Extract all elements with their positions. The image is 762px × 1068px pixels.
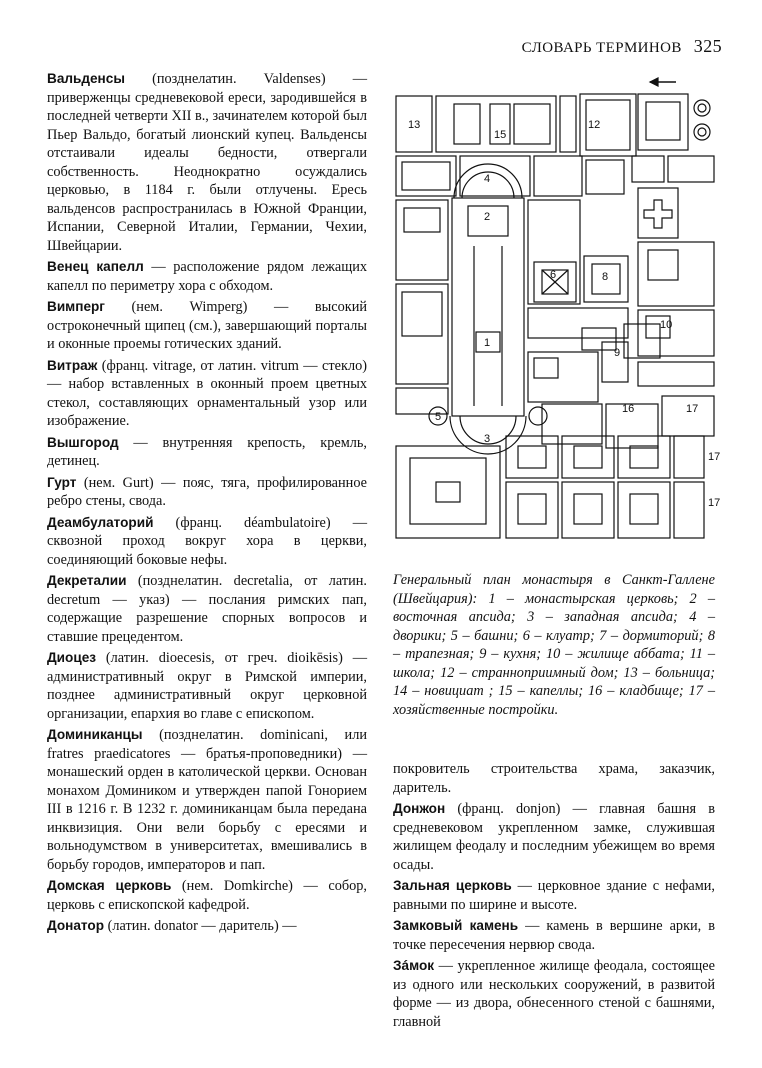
glossary-entry — [47, 649, 367, 723]
monastery-plan-drawing — [392, 66, 720, 542]
entry-definition: — церковное здание с нефами, равными по ширине и высоте. — [393, 878, 715, 913]
plan-label: 17 — [686, 403, 699, 415]
entry-term: Зальная церковь — [393, 878, 512, 893]
entry-definition: (франц. vitrage, от латин. vitrum — стекло) — набор вставленных в оконный проем цветных стекол, составляющих орнаментальный узор или изображение. — [47, 357, 367, 429]
entry-definition: (нем. Domkirche) — собор, церковь с епископской кафедрой. — [47, 878, 367, 913]
entry-definition: (позднелатин. dominicani, или fratres praedicatores — братья-проповедники) — монашеский орден в католической церкви. Основан монахом Домиником и утвержден папой Гонорием III в 1216 г. В 1232 г. доминиканцам была передана инквизиция. Они вели борьбу с ересями и вольнодумством в университетах, вмешивались в борьбу городов, императоров и пап. — [47, 727, 367, 873]
entry-definition: (франц. donjon) — главная башня в средневековом укрепленном замке, служившая жилищем феодалу и последним убежищем во время осады. — [393, 801, 715, 873]
entry-definition: (латин. dioecesis, от греч. dioikēsis) — административный округ в Римской империи, позднее административный округ церковной организации, епархия во главе с епископом. — [47, 650, 367, 722]
entry-term: Вальденсы — [47, 71, 125, 86]
glossary-entry — [47, 474, 367, 511]
glossary-entry — [47, 917, 367, 936]
left-column — [47, 70, 367, 939]
entry-definition: (нем. Gurt) — пояс, тяга, профилированное ребро стены, свода. — [47, 474, 367, 509]
glossary-entry — [393, 917, 715, 954]
glossary-entry — [47, 298, 367, 354]
entry-definition: (латин. donator — даритель) — — [104, 918, 297, 934]
entry-definition: — внутренняя крепость, кремль, детинец. — [47, 434, 367, 469]
plan-label: 9 — [614, 347, 621, 359]
entry-term: Витраж — [47, 357, 98, 373]
running-header — [40, 36, 722, 57]
entry-term: Декреталии — [47, 573, 127, 588]
running-title: СЛОВАРЬ ТЕРМИНОВ — [521, 40, 682, 56]
glossary-entry — [47, 726, 367, 874]
entry-definition: — укрепленное жилище феодала, состоящее из одного или нескольких сооружений, в развитой форме — из двора, обнесенного стеной с башнями, главной — [393, 958, 715, 1030]
entry-definition: — расположение рядом лежащих капелл по периметру хора с обходом. — [47, 259, 367, 294]
glossary-entry — [47, 877, 367, 914]
plan-label: 2 — [484, 211, 491, 223]
entry-term: Донжон — [393, 801, 446, 816]
entry-term: Домская церковь — [47, 878, 172, 893]
church — [452, 198, 524, 416]
glossary-entry — [47, 258, 367, 295]
plan-label: 6 — [550, 269, 557, 281]
glossary-entry — [47, 70, 367, 255]
plan-label: 13 — [408, 119, 421, 131]
entry-term: Вышгород — [47, 434, 119, 450]
entry-definition: (нем. Wimperg) — высокий остроконечный щипец (см.), завершающий порталы и оконные проемы готических зданий. — [47, 299, 367, 352]
entry-term: Замковый камень — [393, 918, 519, 933]
entry-term: Доминиканцы — [47, 727, 143, 742]
plan-label: 17 — [708, 497, 720, 509]
entry-definition: (франц. déambulatoire) — сквозной проход вокруг хора в церкви, соединяющий боковые нефы. — [47, 514, 367, 568]
plan-label: 4 — [484, 173, 491, 185]
entry-definition: — камень в вершине арки, в точке пересечения нервюр свода. — [393, 918, 715, 953]
monastery-plan-figure — [392, 66, 720, 542]
plan-label: 8 — [602, 271, 609, 283]
entry-term: Гурт — [47, 474, 77, 490]
glossary-entry — [47, 514, 367, 570]
entry-definition: (позднелатин. Valdenses) — приверженцы средневековой ереси, зародившейся в последней четверти XII в., зачинателем которой был Пьер Вальдо, богатый лионский купец. Вальденсы отстаивали идеалы бедности, отвергали собственность. Неоднократно осуждались церковью, в 1184 г. были отлучены. Ересь вальденсов распространилась в Южной Франции, Испании, Северной Италии, Германии, Чехии, Швейцарии. — [47, 71, 367, 254]
entry-term: Диоцез — [47, 650, 97, 665]
plan-label: 1 — [484, 337, 491, 349]
plan-label: 16 — [622, 403, 635, 415]
plan-label: 10 — [660, 319, 673, 331]
figure-caption: Генеральный план монастыря в Санкт-Галлене (Швейцария): 1 – монастырская церковь; 2 – восточная апсида; 3 – западная апсида; 4 – дворики; 5 – башни; 6 – клуатр; 7 – дормиторий; 8 – трапезная; 9 – кухня; 10 – жилище аббата; 11 – школа; 12 – странноприимный дом; 13 – больница; 14 – новициат ; 15 – капеллы; 16 – кладбище; 17 – хозяйственные постройки. — [393, 572, 715, 718]
plan-label: 12 — [588, 119, 601, 131]
plan-label: 5 — [435, 411, 442, 423]
plan-label: 17 — [708, 451, 720, 463]
glossary-entry — [47, 572, 367, 646]
glossary-entry — [47, 434, 367, 471]
page-number: 325 — [693, 36, 722, 56]
entry-continuation: покровитель строительства храма, заказчик, даритель. — [393, 761, 715, 796]
entry-term: Венец капелл — [47, 259, 144, 274]
entry-term: Вимперг — [47, 299, 105, 314]
glossary-entry — [47, 357, 367, 431]
entry-term: Донатор — [47, 918, 105, 933]
glossary-entry — [393, 957, 715, 1031]
direction-arrow-icon — [650, 78, 676, 86]
entry-term: Деамбулаторий — [47, 514, 154, 530]
entry-term: Зáмок — [393, 958, 435, 973]
glossary-entry — [393, 800, 715, 874]
entry-definition: (позднелатин. decretalia, от латин. decretum — указ) — послания римских пап, содержащие разрешение спорных вопросов и ставшие прецедентом. — [47, 573, 367, 645]
plan-label: 3 — [484, 433, 491, 445]
plan-label: 15 — [494, 129, 507, 141]
glossary-entry — [393, 877, 715, 914]
right-column — [393, 760, 715, 1034]
